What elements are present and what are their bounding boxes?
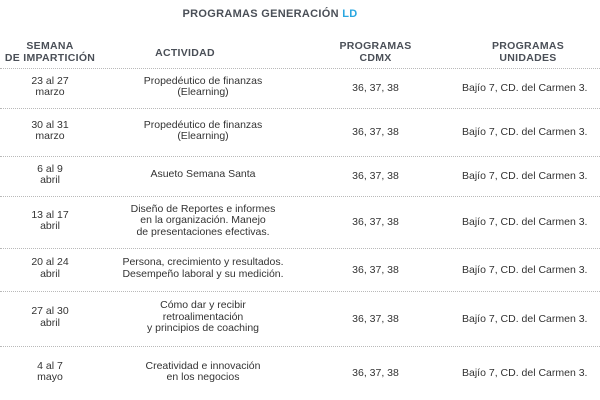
cdmx-cell: 36, 37, 38 (352, 367, 399, 380)
cdmx-cell: 36, 37, 38 (352, 170, 399, 183)
row-separator (0, 156, 600, 157)
table-row (0, 250, 600, 291)
actividad-cell: Creatividad e innovación en los negocios (145, 359, 261, 383)
page-title (0, 8, 540, 20)
table-row (0, 158, 600, 196)
actividad-cell: Cómo dar y recibir retroalimentación y principios de coaching (146, 299, 260, 335)
table-row (0, 348, 600, 400)
cdmx-cell: 36, 37, 38 (352, 263, 399, 276)
unidades-cell: Bajío 7, CD. del Carmen 3. (462, 82, 588, 95)
actividad-cell: Diseño de Reportes e informes en la organización. Manejo de presentaciones efectivas. (130, 202, 276, 238)
header-semana: SEMANA DE IMPARTICIÓN (4, 40, 96, 64)
semana-cell: 6 al 9 abril (37, 162, 63, 186)
header-actividad: ACTIVIDAD (155, 47, 215, 59)
unidades-cell: Bajío 7, CD. del Carmen 3. (462, 263, 588, 276)
row-separator (0, 291, 600, 292)
header-separator (0, 68, 600, 69)
semana-cell: 27 al 30 abril (31, 305, 69, 329)
row-separator (0, 346, 600, 347)
title-accent: LD (342, 8, 358, 20)
table-row (0, 110, 600, 156)
unidades-cell: Bajío 7, CD. del Carmen 3. (462, 216, 588, 229)
table-row (0, 198, 600, 248)
semana-cell: 20 al 24 abril (31, 256, 69, 280)
header-cdmx: PROGRAMAS CDMX (339, 40, 412, 64)
row-separator (0, 196, 600, 197)
unidades-cell: Bajío 7, CD. del Carmen 3. (462, 170, 588, 183)
semana-cell: 13 al 17 abril (31, 208, 69, 232)
actividad-cell: Persona, crecimiento y resultados. Desempeño laboral y su medición. (122, 256, 284, 280)
table-row (0, 70, 600, 108)
semana-cell: 30 al 31 marzo (31, 118, 69, 142)
actividad-cell: Propedéutico de finanzas (Elearning) (143, 74, 263, 98)
semana-cell: 23 al 27 marzo (31, 74, 69, 98)
title-text: PROGRAMAS GENERACIÓN (182, 8, 343, 20)
cdmx-cell: 36, 37, 38 (352, 126, 399, 139)
actividad-cell: Asueto Semana Santa (150, 168, 256, 181)
cdmx-cell: 36, 37, 38 (352, 216, 399, 229)
unidades-cell: Bajío 7, CD. del Carmen 3. (462, 367, 588, 380)
actividad-cell: Propedéutico de finanzas (Elearning) (143, 118, 263, 142)
cdmx-cell: 36, 37, 38 (352, 82, 399, 95)
cdmx-cell: 36, 37, 38 (352, 312, 399, 325)
row-separator (0, 248, 600, 249)
unidades-cell: Bajío 7, CD. del Carmen 3. (462, 126, 588, 139)
semana-cell: 4 al 7 mayo (37, 359, 63, 383)
unidades-cell: Bajío 7, CD. del Carmen 3. (462, 312, 588, 325)
table-row (0, 293, 600, 346)
row-separator (0, 108, 600, 109)
header-unidades: PROGRAMAS UNIDADES (491, 40, 565, 64)
